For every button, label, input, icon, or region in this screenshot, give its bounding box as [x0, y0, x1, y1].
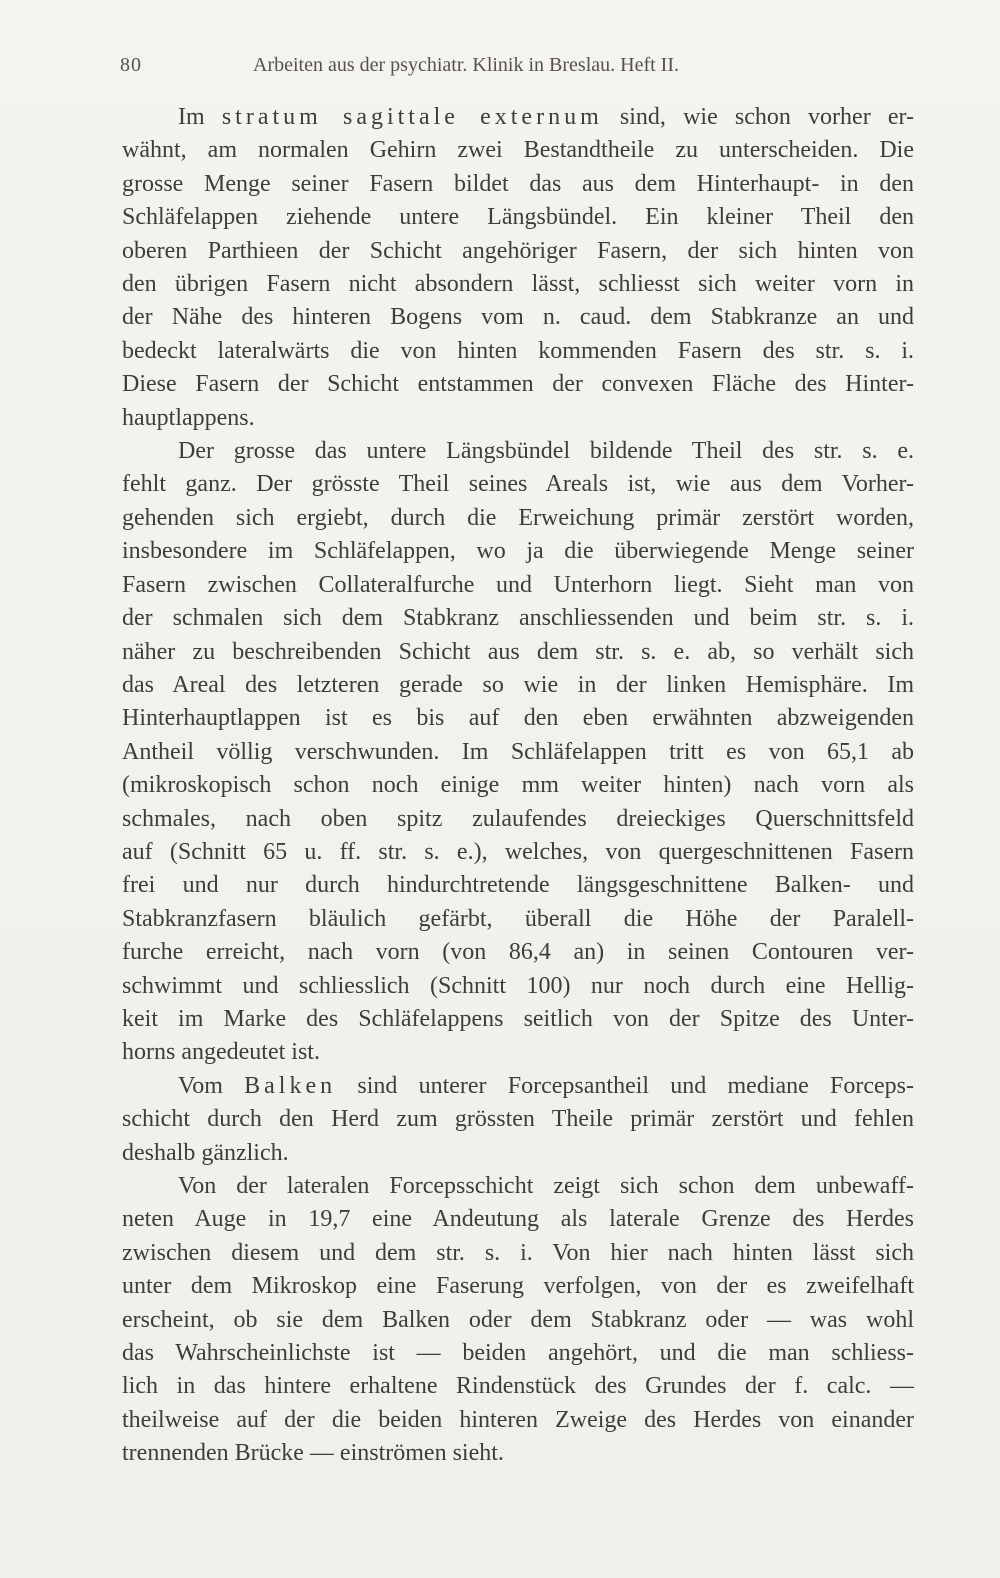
- spaced-emphasis: Balken: [244, 1072, 337, 1099]
- text-line: gehenden sich ergiebt, durch die Erweichung primär zerstört worden,: [122, 504, 914, 531]
- text-line: auf (Schnitt 65 u. ff. str. s. e.), welches, von quergeschnittenen Fasern: [122, 838, 914, 865]
- text-line: schwimmt und schliesslich (Schnitt 100) nur noch durch eine Hellig-: [122, 972, 914, 999]
- text-line: erscheint, ob sie dem Balken oder dem Stabkranz oder — was wohl: [122, 1306, 914, 1333]
- text-line: das Areal des letzteren gerade so wie in der linken Hemisphäre. Im: [122, 671, 914, 698]
- text-segment: Vom: [178, 1072, 245, 1099]
- paragraph: [122, 101, 914, 435]
- paragraph: [122, 1170, 914, 1471]
- text-line: wähnt, am normalen Gehirn zwei Bestandtheile zu unterscheiden. Die: [122, 137, 914, 164]
- text-line: frei und nur durch hindurchtretende längsgeschnittene Balken- und: [122, 872, 914, 899]
- text-segment: sind, wie schon vorher er-: [602, 104, 914, 130]
- text-line: der schmalen sich dem Stabkranz anschliessenden und beim str. s. i.: [122, 605, 914, 632]
- text-line: Diese Fasern der Schicht entstammen der convexen Fläche des Hinter-: [122, 371, 914, 398]
- paragraph: [122, 435, 914, 1070]
- text-line: unter dem Mikroskop eine Faserung verfolgen, von der es zweifelhaft: [122, 1273, 914, 1300]
- text-segment: Im: [178, 104, 222, 130]
- text-line: das Wahrscheinlichste ist — beiden angehört, und die man schliess-: [122, 1340, 914, 1367]
- text-line: fehlt ganz. Der grösste Theil seines Areals ist, wie aus dem Vorher-: [122, 471, 914, 498]
- text-line: horns angedeutet ist.: [122, 1039, 320, 1066]
- text-line: [122, 101, 914, 134]
- text-line: neten Auge in 19,7 eine Andeutung als laterale Grenze des Herdes: [122, 1206, 914, 1233]
- text-line: Fasern zwischen Collateralfurche und Unterhorn liegt. Sieht man von: [122, 571, 914, 598]
- text-line: den übrigen Fasern nicht absondern lässt, schliesst sich weiter vorn in: [122, 271, 914, 298]
- text-line: Schläfelappen ziehende untere Längsbündel. Ein kleiner Theil den: [122, 204, 914, 231]
- text-line: Antheil völlig verschwunden. Im Schläfelappen tritt es von 65,1 ab: [122, 738, 914, 765]
- page-header: [120, 48, 785, 82]
- text-line: schicht durch den Herd zum grössten Theile primär zerstört und fehlen: [122, 1106, 914, 1133]
- text-line: näher zu beschreibenden Schicht aus dem str. s. e. ab, so verhält sich: [122, 638, 914, 665]
- text-line: Der grosse das untere Längsbündel bildende Theil des str. s. e.: [178, 438, 914, 465]
- text-line: deshalb gänzlich.: [122, 1139, 289, 1166]
- text-line: trennenden Brücke — einströmen sieht.: [122, 1440, 504, 1467]
- body-text: [122, 101, 914, 1471]
- text-line: zwischen diesem und dem str. s. i. Von hier nach hinten lässt sich: [122, 1239, 914, 1266]
- text-line: Stabkranzfasern bläulich gefärbt, überall die Höhe der Paralell-: [122, 905, 914, 932]
- text-line: Hinterhauptlappen ist es bis auf den eben erwähnten abzweigenden: [122, 705, 914, 732]
- text-line: lich in das hintere erhaltene Rindenstück des Grundes der f. calc. —: [122, 1373, 914, 1400]
- spaced-emphasis: stratum sagittale externum: [221, 104, 603, 130]
- text-line: (mikroskopisch schon noch einige mm weiter hinten) nach vorn als: [122, 772, 914, 799]
- text-line: furche erreicht, nach vorn (von 86,4 an) in seinen Contouren ver-: [122, 939, 914, 966]
- text-line: keit im Marke des Schläfelappens seitlich von der Spitze des Unter-: [122, 1005, 914, 1032]
- text-line: bedeckt lateralwärts die von hinten kommenden Fasern des str. s. i.: [122, 337, 914, 364]
- text-line: hauptlappens.: [122, 404, 255, 431]
- text-line: theilweise auf der die beiden hinteren Zweige des Herdes von einander: [122, 1406, 914, 1433]
- text-line: der Nähe des hinteren Bogens vom n. caud. dem Stabkranze an und: [122, 304, 914, 331]
- text-line: Von der lateralen Forcepsschicht zeigt sich schon dem unbewaff-: [178, 1173, 914, 1199]
- text-line: oberen Parthieen der Schicht angehöriger Fasern, der sich hinten von: [122, 237, 914, 264]
- running-head: Arbeiten aus der psychiatr. Klinik in Breslau. Heft II.: [253, 54, 679, 76]
- text-line: insbesondere im Schläfelappen, wo ja die überwiegende Menge seiner: [122, 538, 914, 565]
- text-segment: sind unterer Forcepsantheil und mediane Forceps-: [336, 1072, 915, 1099]
- text-line: grosse Menge seiner Fasern bildet das aus dem Hinterhaupt- in den: [122, 170, 914, 197]
- text-line: [122, 1070, 914, 1103]
- page-number: 80: [120, 54, 142, 76]
- text-line: schmales, nach oben spitz zulaufendes dreieckiges Querschnittsfeld: [122, 805, 914, 832]
- paragraph: [122, 1070, 914, 1170]
